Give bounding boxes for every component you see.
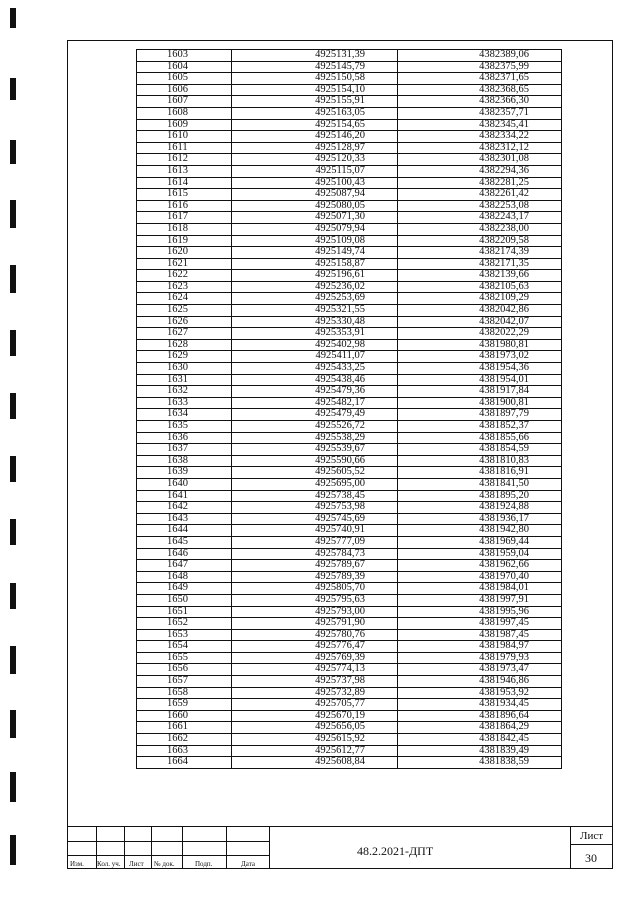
y-coordinate-cell: 4381995,96 bbox=[398, 606, 562, 618]
stamp-label-sign: Подп. bbox=[195, 860, 213, 868]
table-row bbox=[137, 560, 562, 572]
x-coordinate-cell: 4925774,13 bbox=[232, 664, 398, 676]
point-number-cell: 1639 bbox=[137, 467, 232, 479]
binder-mark bbox=[10, 393, 16, 419]
table-row bbox=[137, 757, 562, 769]
point-number-cell: 1628 bbox=[137, 339, 232, 351]
point-number-cell: 1654 bbox=[137, 641, 232, 653]
x-coordinate-cell: 4925482,17 bbox=[232, 397, 398, 409]
table-row bbox=[137, 258, 562, 270]
y-coordinate-cell: 4381973,02 bbox=[398, 351, 562, 363]
point-number-cell: 1626 bbox=[137, 316, 232, 328]
point-number-cell: 1641 bbox=[137, 490, 232, 502]
point-number-cell: 1633 bbox=[137, 397, 232, 409]
point-number-cell: 1643 bbox=[137, 513, 232, 525]
x-coordinate-cell: 4925745,69 bbox=[232, 513, 398, 525]
point-number-cell: 1604 bbox=[137, 61, 232, 73]
point-number-cell: 1637 bbox=[137, 444, 232, 456]
y-coordinate-cell: 4381816,91 bbox=[398, 467, 562, 479]
y-coordinate-cell: 4382334,22 bbox=[398, 131, 562, 143]
x-coordinate-cell: 4925411,07 bbox=[232, 351, 398, 363]
table-row bbox=[137, 351, 562, 363]
table-row bbox=[137, 594, 562, 606]
point-number-cell: 1608 bbox=[137, 107, 232, 119]
x-coordinate-cell: 4925738,45 bbox=[232, 490, 398, 502]
y-coordinate-cell: 4381895,20 bbox=[398, 490, 562, 502]
table-row bbox=[137, 73, 562, 85]
y-coordinate-cell: 4382301,08 bbox=[398, 154, 562, 166]
x-coordinate-cell: 4925538,29 bbox=[232, 432, 398, 444]
table-row bbox=[137, 664, 562, 676]
table-row bbox=[137, 467, 562, 479]
point-number-cell: 1610 bbox=[137, 131, 232, 143]
table-row bbox=[137, 571, 562, 583]
x-coordinate-cell: 4925695,00 bbox=[232, 478, 398, 490]
point-number-cell: 1635 bbox=[137, 421, 232, 433]
table-row bbox=[137, 119, 562, 131]
table-row bbox=[137, 478, 562, 490]
table-row bbox=[137, 107, 562, 119]
point-number-cell: 1617 bbox=[137, 212, 232, 224]
y-coordinate-cell: 4381970,40 bbox=[398, 571, 562, 583]
point-number-cell: 1609 bbox=[137, 119, 232, 131]
y-coordinate-cell: 4381984,01 bbox=[398, 583, 562, 595]
point-number-cell: 1653 bbox=[137, 629, 232, 641]
x-coordinate-cell: 4925776,47 bbox=[232, 641, 398, 653]
table-row bbox=[137, 142, 562, 154]
point-number-cell: 1660 bbox=[137, 710, 232, 722]
y-coordinate-cell: 4382357,71 bbox=[398, 107, 562, 119]
x-coordinate-cell: 4925656,05 bbox=[232, 722, 398, 734]
table-row bbox=[137, 96, 562, 108]
y-coordinate-cell: 4381924,88 bbox=[398, 502, 562, 514]
table-row bbox=[137, 281, 562, 293]
point-number-cell: 1624 bbox=[137, 293, 232, 305]
point-number-cell: 1611 bbox=[137, 142, 232, 154]
y-coordinate-cell: 4381987,45 bbox=[398, 629, 562, 641]
point-number-cell: 1659 bbox=[137, 699, 232, 711]
table-row bbox=[137, 374, 562, 386]
table-row bbox=[137, 397, 562, 409]
title-block bbox=[67, 826, 613, 869]
y-coordinate-cell: 4382042,07 bbox=[398, 316, 562, 328]
point-number-cell: 1650 bbox=[137, 594, 232, 606]
x-coordinate-cell: 4925539,67 bbox=[232, 444, 398, 456]
y-coordinate-cell: 4382261,42 bbox=[398, 189, 562, 201]
binder-mark bbox=[10, 8, 16, 28]
x-coordinate-cell: 4925150,58 bbox=[232, 73, 398, 85]
x-coordinate-cell: 4925590,66 bbox=[232, 455, 398, 467]
y-coordinate-cell: 4382109,29 bbox=[398, 293, 562, 305]
y-coordinate-cell: 4381984,97 bbox=[398, 641, 562, 653]
point-number-cell: 1607 bbox=[137, 96, 232, 108]
table-row bbox=[137, 165, 562, 177]
point-number-cell: 1638 bbox=[137, 455, 232, 467]
y-coordinate-cell: 4381841,50 bbox=[398, 478, 562, 490]
x-coordinate-cell: 4925145,79 bbox=[232, 61, 398, 73]
y-coordinate-cell: 4381979,93 bbox=[398, 652, 562, 664]
x-coordinate-cell: 4925608,84 bbox=[232, 757, 398, 769]
y-coordinate-cell: 4382312,12 bbox=[398, 142, 562, 154]
y-coordinate-cell: 4382105,63 bbox=[398, 281, 562, 293]
point-number-cell: 1657 bbox=[137, 676, 232, 688]
x-coordinate-cell: 4925131,39 bbox=[232, 50, 398, 62]
table-row bbox=[137, 513, 562, 525]
table-row bbox=[137, 339, 562, 351]
x-coordinate-cell: 4925071,30 bbox=[232, 212, 398, 224]
x-coordinate-cell: 4925615,92 bbox=[232, 734, 398, 746]
table-row bbox=[137, 502, 562, 514]
table-row bbox=[137, 235, 562, 247]
point-number-cell: 1632 bbox=[137, 386, 232, 398]
point-number-cell: 1614 bbox=[137, 177, 232, 189]
x-coordinate-cell: 4925080,05 bbox=[232, 200, 398, 212]
point-number-cell: 1655 bbox=[137, 652, 232, 664]
y-coordinate-cell: 4382371,65 bbox=[398, 73, 562, 85]
point-number-cell: 1634 bbox=[137, 409, 232, 421]
x-coordinate-cell: 4925793,00 bbox=[232, 606, 398, 618]
table-row bbox=[137, 421, 562, 433]
y-coordinate-cell: 4382238,00 bbox=[398, 223, 562, 235]
point-number-cell: 1661 bbox=[137, 722, 232, 734]
table-row bbox=[137, 734, 562, 746]
table-row bbox=[137, 84, 562, 96]
point-number-cell: 1619 bbox=[137, 235, 232, 247]
x-coordinate-cell: 4925253,69 bbox=[232, 293, 398, 305]
binder-mark bbox=[10, 456, 16, 482]
y-coordinate-cell: 4381997,45 bbox=[398, 618, 562, 630]
x-coordinate-cell: 4925236,02 bbox=[232, 281, 398, 293]
y-coordinate-cell: 4381810,83 bbox=[398, 455, 562, 467]
point-number-cell: 1631 bbox=[137, 374, 232, 386]
binder-mark bbox=[10, 772, 16, 802]
y-coordinate-cell: 4381936,17 bbox=[398, 513, 562, 525]
table-row bbox=[137, 536, 562, 548]
sheet-number: 30 bbox=[585, 851, 597, 865]
x-coordinate-cell: 4925402,98 bbox=[232, 339, 398, 351]
y-coordinate-cell: 4381954,36 bbox=[398, 363, 562, 375]
y-coordinate-cell: 4382281,25 bbox=[398, 177, 562, 189]
y-coordinate-cell: 4381839,49 bbox=[398, 745, 562, 757]
y-coordinate-cell: 4381838,59 bbox=[398, 757, 562, 769]
y-coordinate-cell: 4381954,01 bbox=[398, 374, 562, 386]
point-number-cell: 1615 bbox=[137, 189, 232, 201]
point-number-cell: 1651 bbox=[137, 606, 232, 618]
y-coordinate-cell: 4381953,92 bbox=[398, 687, 562, 699]
y-coordinate-cell: 4381864,29 bbox=[398, 722, 562, 734]
x-coordinate-cell: 4925330,48 bbox=[232, 316, 398, 328]
y-coordinate-cell: 4381942,80 bbox=[398, 525, 562, 537]
table-row bbox=[137, 316, 562, 328]
y-coordinate-cell: 4381980,81 bbox=[398, 339, 562, 351]
binder-mark bbox=[10, 78, 16, 100]
point-number-cell: 1648 bbox=[137, 571, 232, 583]
y-coordinate-cell: 4381973,47 bbox=[398, 664, 562, 676]
point-number-cell: 1644 bbox=[137, 525, 232, 537]
x-coordinate-cell: 4925158,87 bbox=[232, 258, 398, 270]
x-coordinate-cell: 4925612,77 bbox=[232, 745, 398, 757]
table-row bbox=[137, 363, 562, 375]
y-coordinate-cell: 4382171,35 bbox=[398, 258, 562, 270]
y-coordinate-cell: 4381900,81 bbox=[398, 397, 562, 409]
x-coordinate-cell: 4925737,98 bbox=[232, 676, 398, 688]
point-number-cell: 1620 bbox=[137, 247, 232, 259]
point-number-cell: 1623 bbox=[137, 281, 232, 293]
y-coordinate-cell: 4381997,91 bbox=[398, 594, 562, 606]
table-row bbox=[137, 432, 562, 444]
y-coordinate-cell: 4382243,17 bbox=[398, 212, 562, 224]
x-coordinate-cell: 4925155,91 bbox=[232, 96, 398, 108]
table-row bbox=[137, 154, 562, 166]
point-number-cell: 1656 bbox=[137, 664, 232, 676]
y-coordinate-cell: 4382174,39 bbox=[398, 247, 562, 259]
x-coordinate-cell: 4925789,67 bbox=[232, 560, 398, 572]
point-number-cell: 1664 bbox=[137, 757, 232, 769]
point-number-cell: 1636 bbox=[137, 432, 232, 444]
y-coordinate-cell: 4382209,58 bbox=[398, 235, 562, 247]
table-row bbox=[137, 583, 562, 595]
x-coordinate-cell: 4925705,77 bbox=[232, 699, 398, 711]
table-row bbox=[137, 699, 562, 711]
point-number-cell: 1646 bbox=[137, 548, 232, 560]
x-coordinate-cell: 4925120,33 bbox=[232, 154, 398, 166]
table-row bbox=[137, 386, 562, 398]
point-number-cell: 1630 bbox=[137, 363, 232, 375]
document-code: 48.2.2021-ДПТ bbox=[357, 844, 434, 858]
binder-mark bbox=[10, 835, 16, 865]
y-coordinate-cell: 4381962,66 bbox=[398, 560, 562, 572]
y-coordinate-cell: 4381842,45 bbox=[398, 734, 562, 746]
x-coordinate-cell: 4925605,52 bbox=[232, 467, 398, 479]
y-coordinate-cell: 4382253,08 bbox=[398, 200, 562, 212]
x-coordinate-cell: 4925805,70 bbox=[232, 583, 398, 595]
point-number-cell: 1605 bbox=[137, 73, 232, 85]
binder-mark bbox=[10, 646, 16, 674]
table-row bbox=[137, 61, 562, 73]
table-row bbox=[137, 687, 562, 699]
table-row bbox=[137, 305, 562, 317]
x-coordinate-cell: 4925784,73 bbox=[232, 548, 398, 560]
x-coordinate-cell: 4925163,05 bbox=[232, 107, 398, 119]
table-row bbox=[137, 223, 562, 235]
x-coordinate-cell: 4925670,19 bbox=[232, 710, 398, 722]
x-coordinate-cell: 4925777,09 bbox=[232, 536, 398, 548]
y-coordinate-cell: 4381854,59 bbox=[398, 444, 562, 456]
x-coordinate-cell: 4925154,10 bbox=[232, 84, 398, 96]
y-coordinate-cell: 4381959,04 bbox=[398, 548, 562, 560]
table-row bbox=[137, 641, 562, 653]
point-number-cell: 1629 bbox=[137, 351, 232, 363]
x-coordinate-cell: 4925479,36 bbox=[232, 386, 398, 398]
y-coordinate-cell: 4381946,86 bbox=[398, 676, 562, 688]
point-number-cell: 1612 bbox=[137, 154, 232, 166]
binder-mark bbox=[10, 710, 16, 738]
table-row bbox=[137, 629, 562, 641]
x-coordinate-cell: 4925087,94 bbox=[232, 189, 398, 201]
point-number-cell: 1627 bbox=[137, 328, 232, 340]
table-row bbox=[137, 676, 562, 688]
y-coordinate-cell: 4381917,84 bbox=[398, 386, 562, 398]
binder-mark bbox=[10, 265, 16, 293]
sheet-label: Лист bbox=[580, 830, 604, 842]
coordinates-table bbox=[136, 49, 562, 769]
x-coordinate-cell: 4925321,55 bbox=[232, 305, 398, 317]
table-row bbox=[137, 247, 562, 259]
point-number-cell: 1603 bbox=[137, 50, 232, 62]
x-coordinate-cell: 4925789,39 bbox=[232, 571, 398, 583]
table-row bbox=[137, 490, 562, 502]
table-row bbox=[137, 189, 562, 201]
table-row bbox=[137, 548, 562, 560]
y-coordinate-cell: 4381855,66 bbox=[398, 432, 562, 444]
binder-mark bbox=[10, 583, 16, 609]
y-coordinate-cell: 4382389,06 bbox=[398, 50, 562, 62]
x-coordinate-cell: 4925433,25 bbox=[232, 363, 398, 375]
x-coordinate-cell: 4925149,74 bbox=[232, 247, 398, 259]
table-row bbox=[137, 652, 562, 664]
x-coordinate-cell: 4925780,76 bbox=[232, 629, 398, 641]
point-number-cell: 1649 bbox=[137, 583, 232, 595]
x-coordinate-cell: 4925146,20 bbox=[232, 131, 398, 143]
table-row bbox=[137, 131, 562, 143]
y-coordinate-cell: 4381852,37 bbox=[398, 421, 562, 433]
table-row bbox=[137, 409, 562, 421]
stamp-label-count: Кол. уч. bbox=[97, 860, 121, 868]
point-number-cell: 1616 bbox=[137, 200, 232, 212]
table-row bbox=[137, 606, 562, 618]
point-number-cell: 1652 bbox=[137, 618, 232, 630]
stamp-label-doc: № док. bbox=[154, 860, 175, 868]
y-coordinate-cell: 4381897,79 bbox=[398, 409, 562, 421]
point-number-cell: 1663 bbox=[137, 745, 232, 757]
table-row bbox=[137, 455, 562, 467]
y-coordinate-cell: 4382294,36 bbox=[398, 165, 562, 177]
y-coordinate-cell: 4381934,45 bbox=[398, 699, 562, 711]
point-number-cell: 1606 bbox=[137, 84, 232, 96]
table-row bbox=[137, 212, 562, 224]
x-coordinate-cell: 4925526,72 bbox=[232, 421, 398, 433]
table-row bbox=[137, 618, 562, 630]
y-coordinate-cell: 4381969,44 bbox=[398, 536, 562, 548]
y-coordinate-cell: 4382345,41 bbox=[398, 119, 562, 131]
binder-mark bbox=[10, 200, 16, 228]
table-row bbox=[137, 50, 562, 62]
x-coordinate-cell: 4925100,43 bbox=[232, 177, 398, 189]
point-number-cell: 1647 bbox=[137, 560, 232, 572]
coordinates-table-body bbox=[137, 50, 562, 769]
stamp-label-change: Изм. bbox=[70, 860, 84, 868]
x-coordinate-cell: 4925128,97 bbox=[232, 142, 398, 154]
stamp-label-date: Дата bbox=[241, 860, 255, 868]
x-coordinate-cell: 4925115,07 bbox=[232, 165, 398, 177]
y-coordinate-cell: 4382139,66 bbox=[398, 270, 562, 282]
x-coordinate-cell: 4925740,91 bbox=[232, 525, 398, 537]
point-number-cell: 1662 bbox=[137, 734, 232, 746]
binder-mark bbox=[10, 519, 16, 545]
table-row bbox=[137, 177, 562, 189]
x-coordinate-cell: 4925353,91 bbox=[232, 328, 398, 340]
table-row bbox=[137, 525, 562, 537]
y-coordinate-cell: 4382368,65 bbox=[398, 84, 562, 96]
table-row bbox=[137, 444, 562, 456]
point-number-cell: 1621 bbox=[137, 258, 232, 270]
x-coordinate-cell: 4925079,94 bbox=[232, 223, 398, 235]
table-row bbox=[137, 722, 562, 734]
x-coordinate-cell: 4925791,90 bbox=[232, 618, 398, 630]
table-row bbox=[137, 710, 562, 722]
x-coordinate-cell: 4925196,61 bbox=[232, 270, 398, 282]
table-row bbox=[137, 293, 562, 305]
table-row bbox=[137, 745, 562, 757]
point-number-cell: 1642 bbox=[137, 502, 232, 514]
y-coordinate-cell: 4381896,64 bbox=[398, 710, 562, 722]
point-number-cell: 1625 bbox=[137, 305, 232, 317]
x-coordinate-cell: 4925479,49 bbox=[232, 409, 398, 421]
point-number-cell: 1658 bbox=[137, 687, 232, 699]
x-coordinate-cell: 4925753,98 bbox=[232, 502, 398, 514]
point-number-cell: 1640 bbox=[137, 478, 232, 490]
x-coordinate-cell: 4925795,63 bbox=[232, 594, 398, 606]
y-coordinate-cell: 4382022,29 bbox=[398, 328, 562, 340]
point-number-cell: 1618 bbox=[137, 223, 232, 235]
point-number-cell: 1645 bbox=[137, 536, 232, 548]
stamp-label-sheet: Лист bbox=[129, 860, 144, 868]
table-row bbox=[137, 200, 562, 212]
x-coordinate-cell: 4925732,89 bbox=[232, 687, 398, 699]
point-number-cell: 1613 bbox=[137, 165, 232, 177]
table-row bbox=[137, 328, 562, 340]
x-coordinate-cell: 4925438,46 bbox=[232, 374, 398, 386]
y-coordinate-cell: 4382042,86 bbox=[398, 305, 562, 317]
y-coordinate-cell: 4382366,30 bbox=[398, 96, 562, 108]
binder-mark bbox=[10, 140, 16, 164]
table-row bbox=[137, 270, 562, 282]
binder-mark bbox=[10, 330, 16, 356]
x-coordinate-cell: 4925769,39 bbox=[232, 652, 398, 664]
x-coordinate-cell: 4925154,65 bbox=[232, 119, 398, 131]
point-number-cell: 1622 bbox=[137, 270, 232, 282]
x-coordinate-cell: 4925109,08 bbox=[232, 235, 398, 247]
y-coordinate-cell: 4382375,99 bbox=[398, 61, 562, 73]
